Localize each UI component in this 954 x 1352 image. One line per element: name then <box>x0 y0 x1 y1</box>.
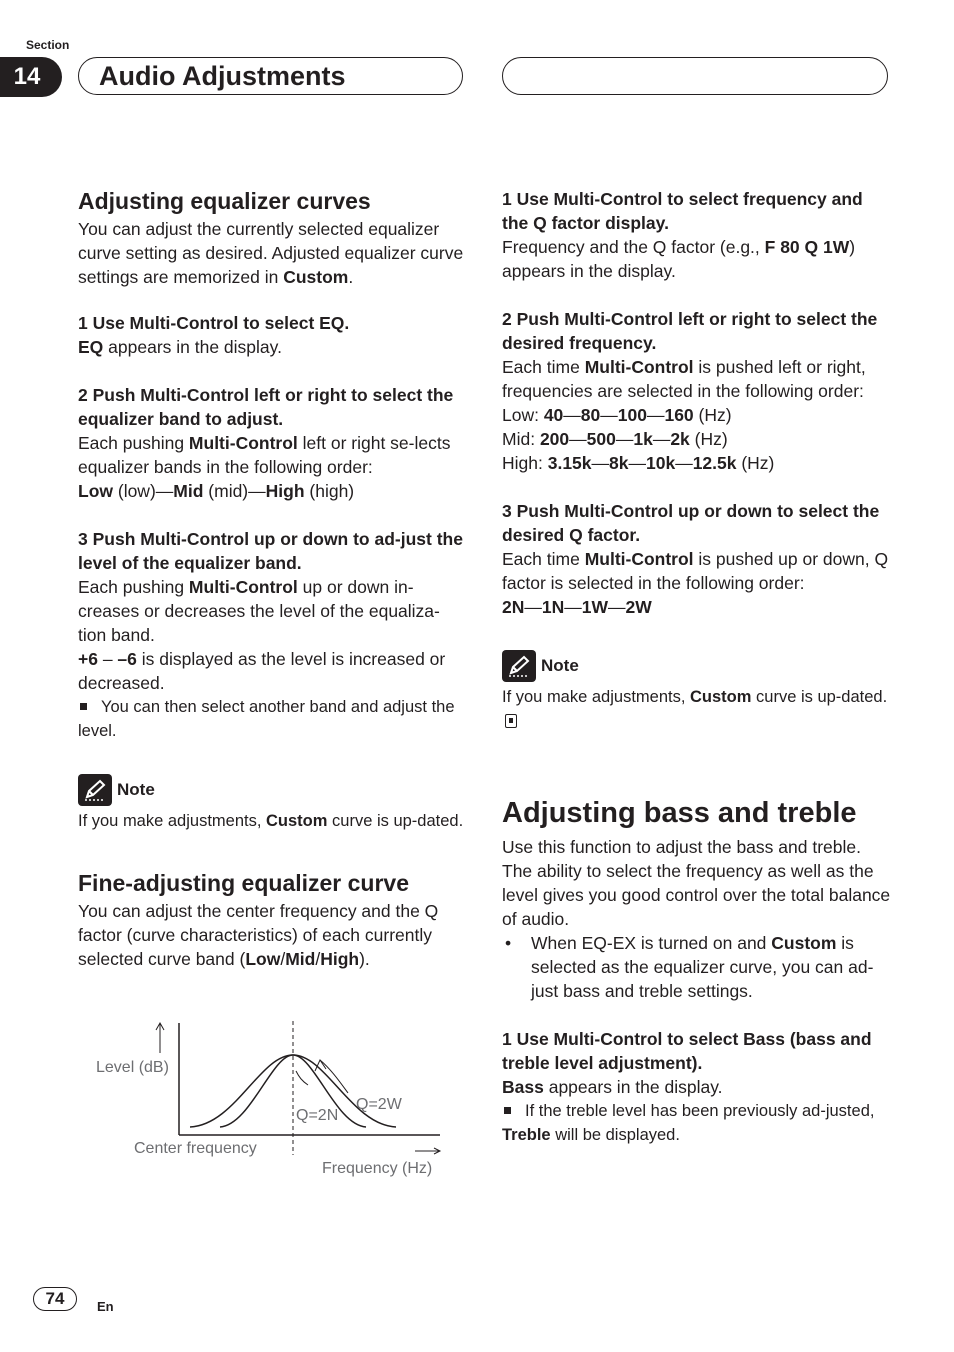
left-column <box>78 187 466 971</box>
eq-step-3-title: 3 Push Multi-Control up or down to ad-just the level of the equalizer band. <box>78 529 463 573</box>
note-label: Note <box>117 780 155 799</box>
fine-step-2-text: Each time Multi-Control is pushed left or right, frequencies are selected in the following order: <box>502 357 866 401</box>
language-code: En <box>97 1299 114 1314</box>
eq-step-1-text: EQ appears in the display. <box>78 337 282 357</box>
eq-curves-intro: You can adjust the currently selected equalizer curve setting as desired. Adjusted equalizer curve settings are memorized in Custom. <box>78 219 464 287</box>
eq-step-3-tip: You can then select another band and adjust the level. <box>78 698 455 740</box>
fine-adjust-intro: You can adjust the center frequency and the Q factor (curve characteristics) of each currently selected curve band (Low/Mid/High). <box>78 901 439 969</box>
low-frequencies: Low: 40—80—100—160 (Hz) <box>502 405 732 425</box>
center-frequency-label: Center frequency <box>134 1140 257 1157</box>
note-text-right: If you make adjustments, Custom curve is up-dated. <box>502 685 892 733</box>
q2n-label: Q=2N <box>296 1107 339 1124</box>
high-frequencies: High: 3.15k—8k—10k—12.5k (Hz) <box>502 453 775 473</box>
mid-frequencies: Mid: 200—500—1k—2k (Hz) <box>502 429 728 449</box>
eq-step-1-title: 1 Use Multi-Control to select EQ. <box>78 313 350 333</box>
q2w-label: Q=2W <box>356 1096 402 1113</box>
bass-treble-intro: Use this function to adjust the bass and treble. The ability to select the frequency as well as the level gives you good control over the total balance of audio. <box>502 837 891 929</box>
empty-header-frame <box>502 57 888 95</box>
frequency-label: Frequency (Hz) <box>322 1160 433 1177</box>
eq-curves-heading: Adjusting equalizer curves <box>78 188 371 214</box>
end-mark-icon <box>505 714 517 728</box>
page-number: 74 <box>33 1287 77 1311</box>
bass-step-1-tip: If the treble level has been previously ad-justed, Treble will be displayed. <box>502 1102 875 1144</box>
pencil-note-icon <box>78 774 112 806</box>
eq-curve-diagram <box>90 1015 450 1185</box>
q-factor-order: 2N—1N—1W—2W <box>502 597 652 617</box>
fine-step-3-title: 3 Push Multi-Control up or down to select the desired Q factor. <box>502 501 880 545</box>
eq-step-2-title: 2 Push Multi-Control left or right to select the equalizer band to adjust. <box>78 385 454 429</box>
note-header <box>78 773 466 807</box>
square-bullet-icon <box>80 703 87 710</box>
fine-step-1-text: Frequency and the Q factor (e.g., F 80 Q 1W) appears in the display. <box>502 237 856 281</box>
fine-adjust-heading: Fine-adjusting equalizer curve <box>78 870 410 896</box>
fine-step-1-title: 1 Use Multi-Control to select frequency and the Q factor display. <box>502 189 863 233</box>
note-label: Note <box>541 656 579 675</box>
fine-step-2-title: 2 Push Multi-Control left or right to select the desired frequency. <box>502 309 878 353</box>
square-bullet-icon <box>504 1107 511 1114</box>
fine-step-3-text: Each time Multi-Control is pushed up or down, Q factor is selected in the following order: <box>502 549 889 593</box>
bass-treble-bullet: • When EQ-EX is turned on and Custom is selected as the equalizer curve, you can ad-just bass and treble settings. <box>505 933 874 1001</box>
section-label: Section <box>26 38 70 52</box>
pencil-note-icon <box>502 650 536 682</box>
eq-step-2-text: Each pushing Multi-Control left or right se-lects equalizer bands in the following order: Low (low)—Mid (mid)—High (high) <box>78 433 451 501</box>
bass-step-1-text: Bass appears in the display. <box>502 1077 723 1097</box>
bass-treble-heading: Adjusting bass and treble <box>502 797 857 829</box>
section-number: 14 <box>0 57 62 97</box>
level-label: Level (dB) <box>96 1059 169 1076</box>
eq-step-3-range: +6 – –6 is displayed as the level is increased or decreased. <box>78 649 446 693</box>
right-column <box>502 187 892 1147</box>
page-title: Audio Adjustments <box>78 57 463 95</box>
eq-step-3-text: Each pushing Multi-Control up or down in-creases or decreases the level of the equaliza-tion band. <box>78 577 440 645</box>
note-header-right <box>502 649 892 683</box>
note-text: If you make adjustments, Custom curve is up-dated. <box>78 812 464 830</box>
bass-step-1-title: 1 Use Multi-Control to select Bass (bass and treble level adjustment). <box>502 1029 872 1073</box>
